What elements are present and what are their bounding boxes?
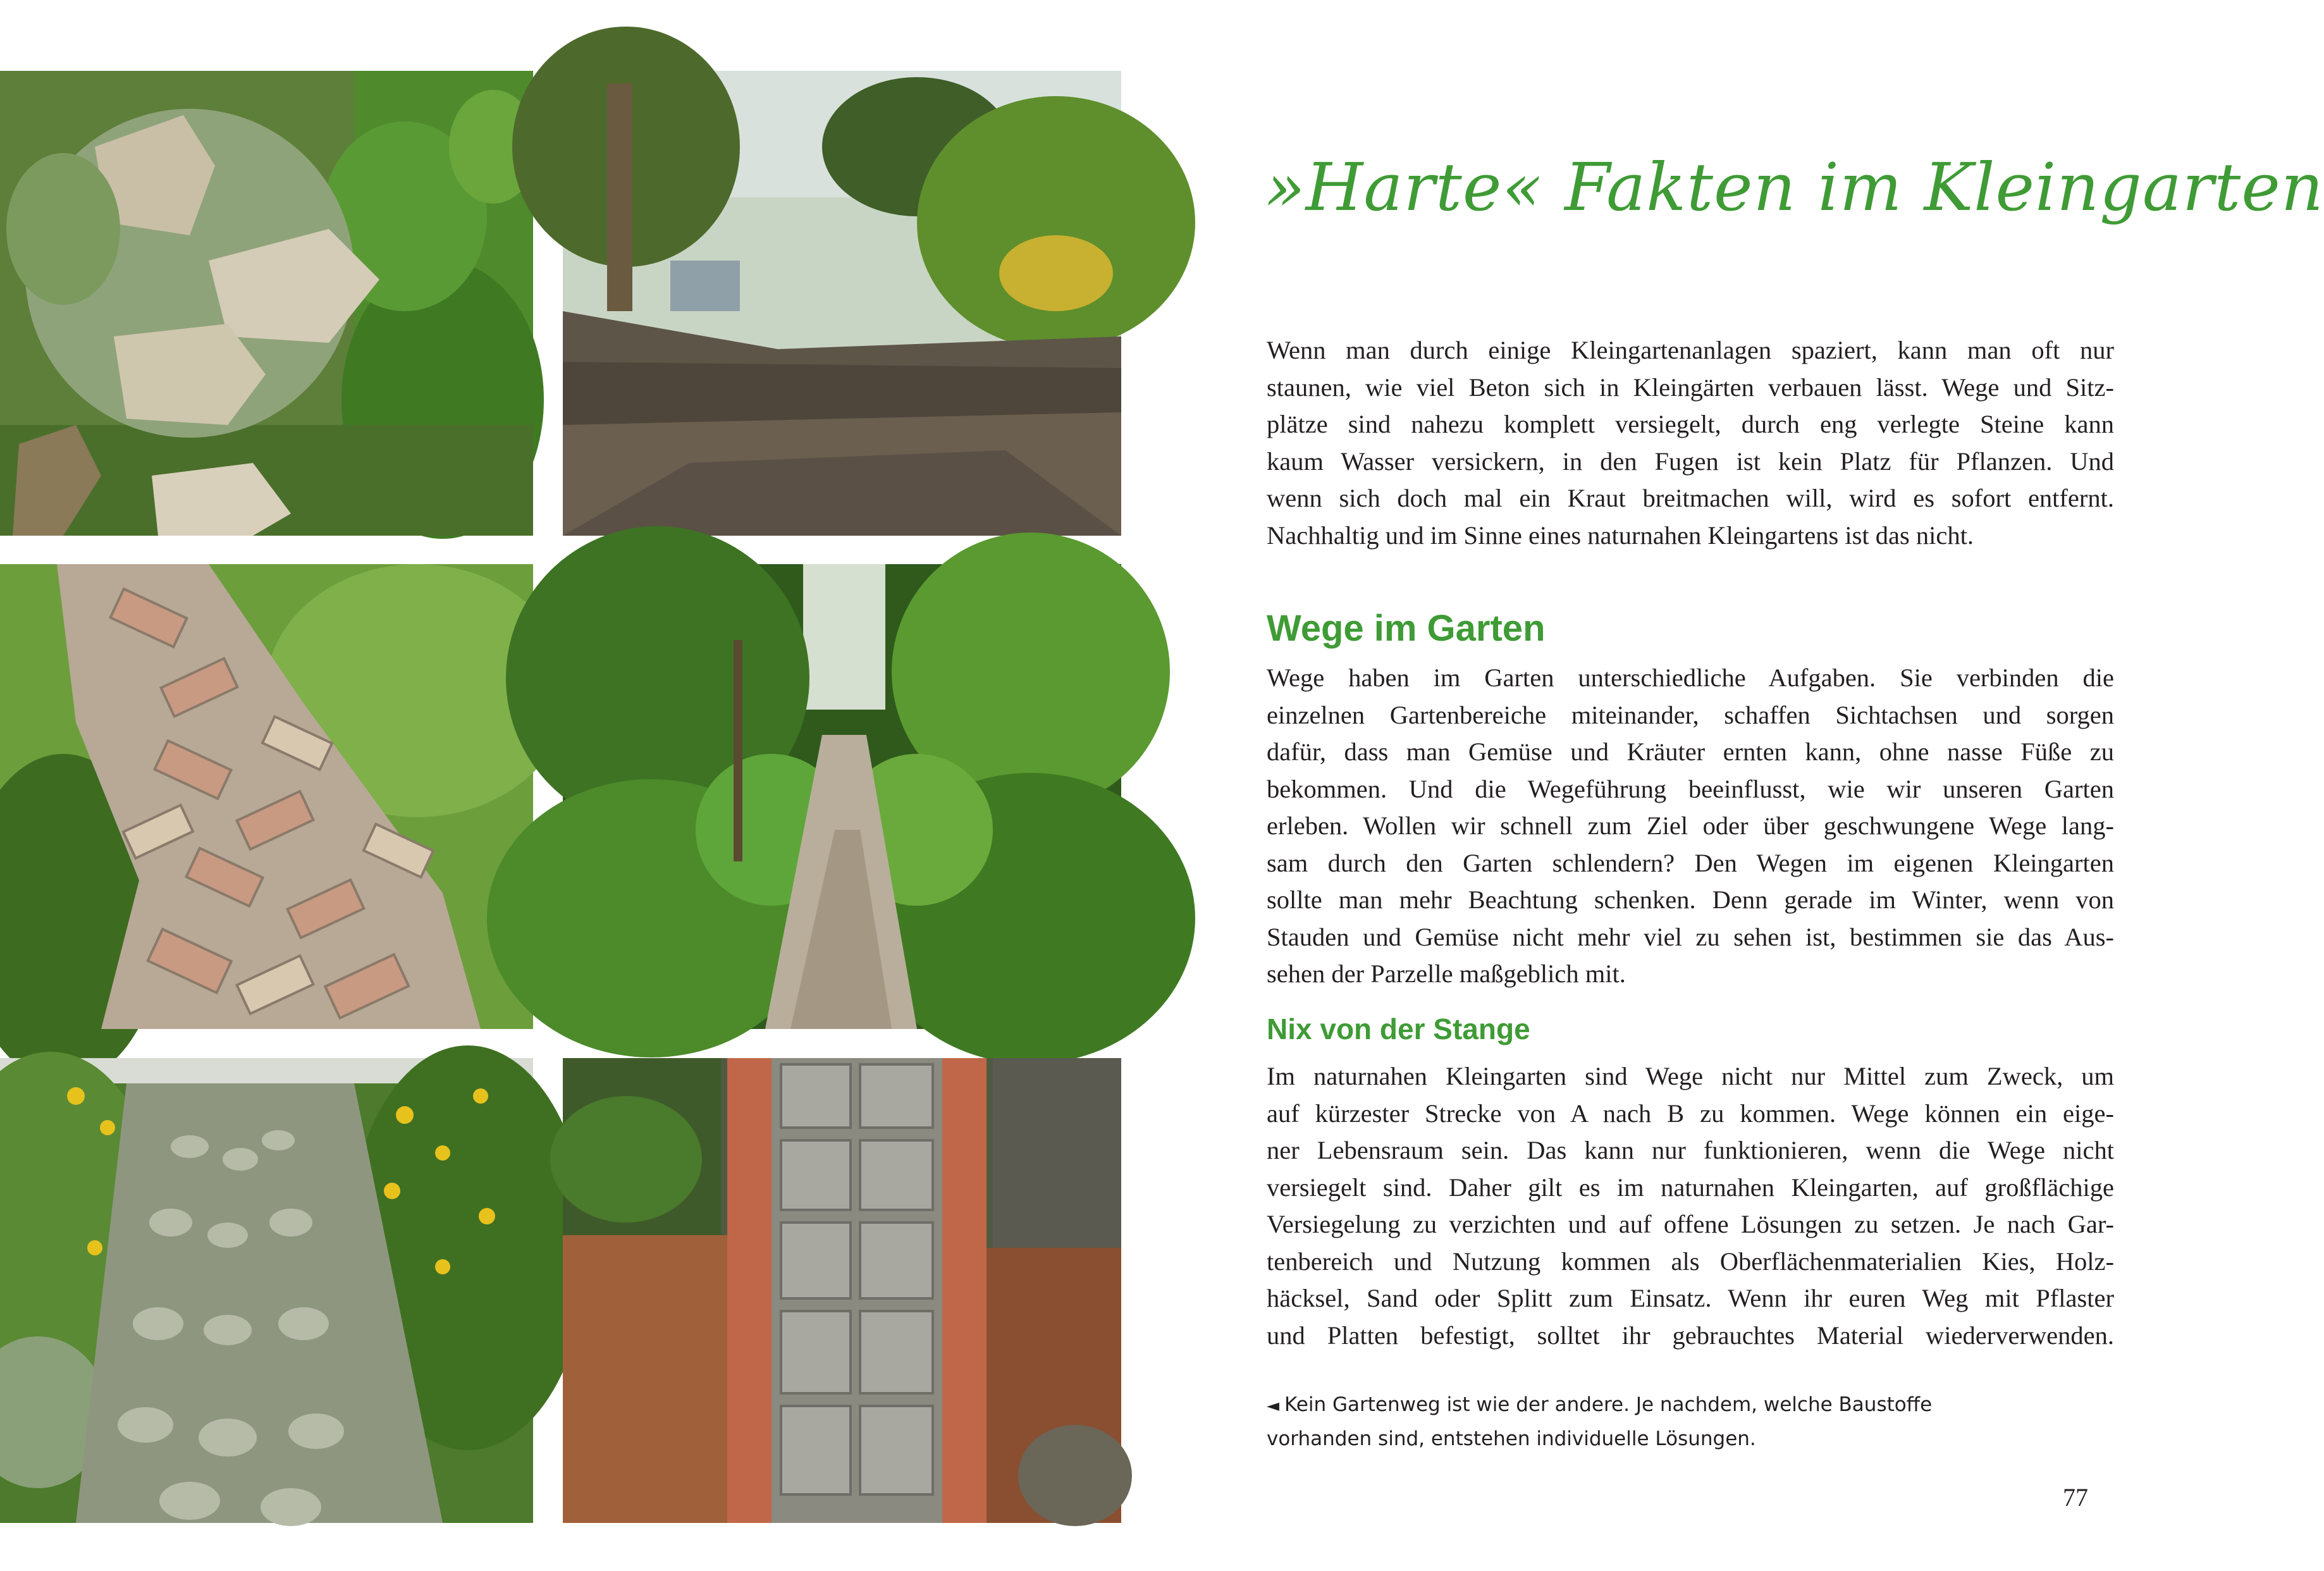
photo-brick-edged-slab-path	[563, 1058, 1121, 1523]
text-line: Versiegelung zu verzichten und auf offene Lösungen zu setzen. Je nach Gar-	[1267, 1210, 2114, 1238]
text-line: auf kürzester Strecke von A nach B zu kommen. Wege können ein eige-	[1267, 1099, 2114, 1128]
text-line: sollte man mehr Beachtung schenken. Denn gerade im Winter, wenn von	[1267, 885, 2114, 914]
left-arrow-icon: ◄	[1267, 1396, 1279, 1415]
page-number: 77	[2063, 1483, 2088, 1512]
text-line: versiegelt sind. Daher gilt es im naturnahen Kleingarten, auf großflächige	[1267, 1173, 2114, 1202]
text-line: sam durch den Garten schlendern? Den Wegen im eigenen Kleingarten	[1267, 848, 2114, 877]
text-line: plätze sind nahezu komplett versiegelt, durch eng verlegte Steine kann	[1267, 410, 2114, 438]
text-line: sehen der Parzelle maßgeblich mit.	[1267, 959, 1626, 988]
page-title: »Harte« Fakten im Kleingarten	[1265, 149, 2324, 226]
subsection-heading-nix: Nix von der Stange	[1267, 1013, 1530, 1045]
text-line: Wege haben im Garten unterschiedliche Aufgaben. Sie verbinden die	[1267, 663, 2114, 692]
text-line: Stauden und Gemüse nicht mehr viel zu sehen ist, bestimmen sie das Aus-	[1267, 922, 2114, 951]
text-line: erleben. Wollen wir schnell zum Ziel oder über geschwungene Wege lang-	[1267, 811, 2114, 840]
photo-brick-herringbone-path	[0, 564, 533, 1029]
text-line: Wenn man durch einige Kleingartenanlagen spaziert, kann man oft nur	[1267, 336, 2114, 364]
caption-text: Kein Gartenweg ist wie der andere. Je nachdem, welche Baustoffe	[1284, 1393, 1933, 1416]
text-line: staunen, wie viel Beton sich in Kleingärten verbauen lässt. Wege und Sitz-	[1267, 373, 2114, 402]
text-line: häcksel, Sand oder Splitt zum Einsatz. Wenn ihr euren Weg mit Pflaster	[1267, 1284, 2114, 1312]
photo-bark-mulch-path	[563, 71, 1121, 536]
caption-line	[1267, 1388, 2026, 1422]
text-line: und Platten befestigt, solltet ihr gebrauchtes Material wiederverwenden.	[1267, 1321, 2114, 1350]
photo-cobblestone-path	[0, 1058, 533, 1523]
nix-paragraph	[1267, 1058, 2114, 1354]
text-line: tenbereich und Nutzung kommen als Oberflächenmaterialien Kies, Holz-	[1267, 1247, 2114, 1276]
text-line: ner Lebensraum sein. Das kann nur funktionieren, wenn die Wege nicht	[1267, 1136, 2114, 1164]
text-line: Nachhaltig und im Sinne eines naturnahen Kleingartens ist das nicht.	[1267, 521, 1974, 550]
photo-caption	[1267, 1388, 2026, 1455]
text-line: einzelnen Gartenbereiche miteinander, schaffen Sichtachsen und sorgen	[1267, 700, 2114, 729]
text-line: dafür, dass man Gemüse und Kräuter ernten kann, ohne nasse Füße zu	[1267, 737, 2114, 766]
photo-stepping-stones	[0, 71, 533, 536]
photo-path-between-hedges	[563, 564, 1121, 1029]
wege-paragraph	[1267, 660, 2114, 993]
text-line: Im naturnahen Kleingarten sind Wege nicht nur Mittel zum Zweck, um	[1267, 1062, 2114, 1090]
section-heading-wege: Wege im Garten	[1267, 608, 1546, 649]
text-line: bekommen. Und die Wegeführung beeinflusst, wie wir unseren Garten	[1267, 774, 2114, 803]
text-line: kaum Wasser versickern, in den Fugen ist kein Platz für Pflanzen. Und	[1267, 447, 2114, 476]
intro-paragraph	[1267, 332, 2114, 554]
caption-line: vorhanden sind, entstehen individuelle Lösungen.	[1267, 1427, 1756, 1450]
text-line: wenn sich doch mal ein Kraut breitmachen will, wird es sofort entfernt.	[1267, 484, 2114, 512]
